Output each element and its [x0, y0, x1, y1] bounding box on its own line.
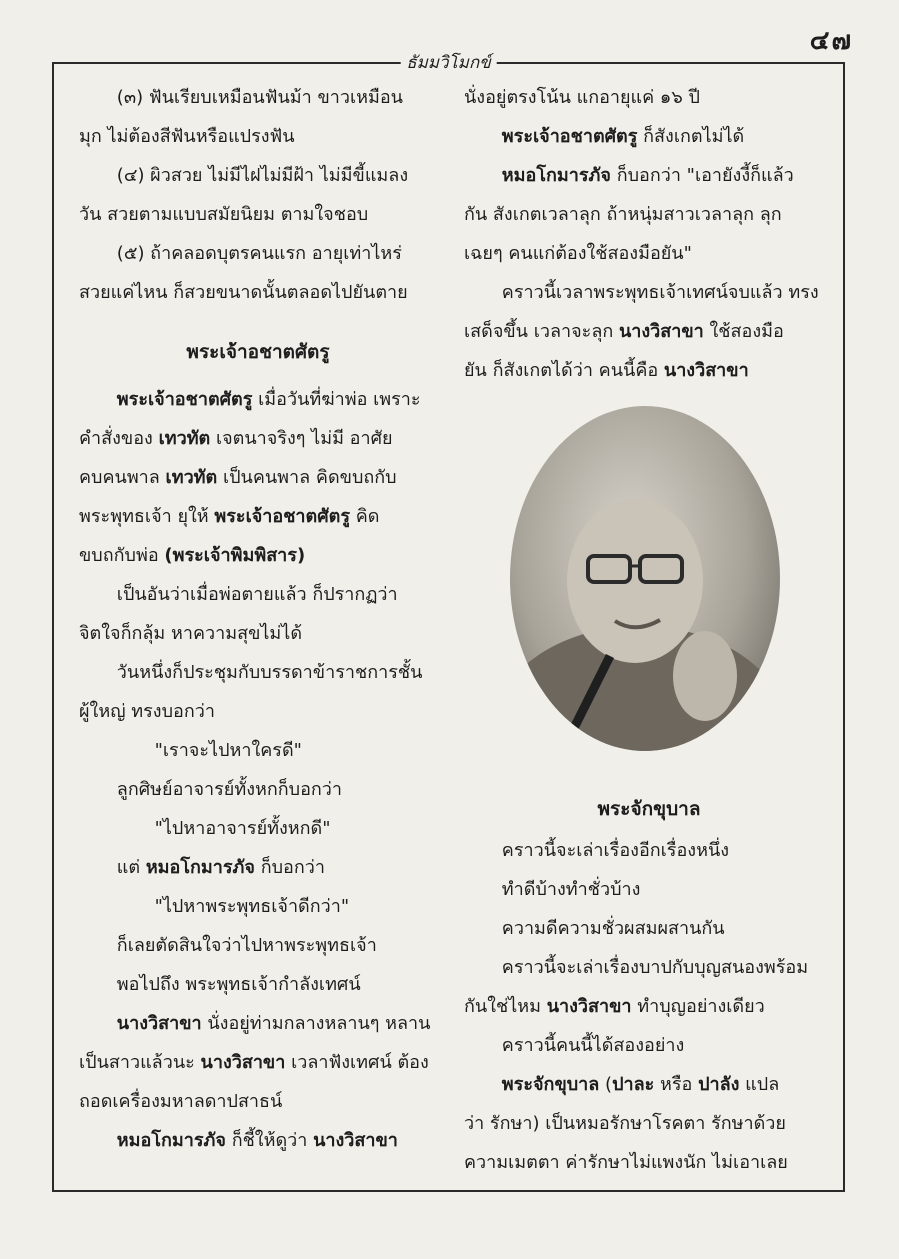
verse-line: ทำดีบ้างทำชั่วบ้าง	[501, 879, 641, 900]
paragraph: ความเมตตา ค่ารักษาไม่แพงนัก ไม่เอาเลย	[464, 1152, 788, 1173]
text-frame	[52, 53, 845, 1192]
monk-portrait-photo	[510, 406, 780, 751]
monk-portrait-image	[510, 406, 780, 751]
bold-name: นางวิสาขา	[200, 1052, 286, 1073]
paragraph: สวยแค่ไหน ก็สวยขนาดนั้นตลอดไปยันตาย	[79, 282, 408, 303]
paragraph: คราวนี้เวลาพระพุทธเจ้าเทศน์จบแล้ว ทรง	[501, 282, 819, 303]
bold-name: หมอโกมารภัจ	[116, 1130, 226, 1151]
bold-name: นางวิสาขา	[116, 1013, 202, 1034]
bold-name: นางวิสาขา	[618, 321, 704, 342]
right-column-bottom	[464, 790, 834, 1182]
paragraph: พระเจ้าอชาตศัตรู เมื่อวันที่ฆ่าพ่อ เพราะ	[116, 389, 421, 410]
verse-line: คราวนี้จะเล่าเรื่องอีกเรื่องหนึ่ง	[501, 840, 730, 861]
bold-name: นางวิสาขา	[313, 1130, 398, 1151]
quote: "ไปหาอาจารย์ทั้งหกดี"	[154, 818, 331, 839]
paragraph: คบคนพาล เทวทัต เป็นคนพาล คิดขบถกับ	[79, 467, 397, 488]
bold-name: นางวิสาขา	[663, 360, 749, 381]
paragraph: ถอดเครื่องมหาลดาปสาธน์	[79, 1091, 283, 1112]
paragraph: เป็นอันว่าเมื่อพ่อตายแล้ว ก็ปรากฏว่า	[116, 584, 398, 605]
paragraph: มุก ไม่ต้องสีฟันหรือแปรงฟัน	[79, 126, 295, 147]
paragraph: จิตใจก็กลุ้ม หาความสุขไม่ได้	[79, 623, 303, 644]
bold-name: หมอโกมารภัจ	[145, 857, 255, 878]
paragraph: (๕) ถ้าคลอดบุตรคนแรก อายุเท่าไหร่	[116, 243, 402, 264]
bold-name: เทวทัต	[165, 467, 218, 488]
bold-name: พระเจ้าอชาตศัตรู	[116, 389, 253, 410]
paragraph: พระพุทธเจ้า ยุให้ พระเจ้าอชาตศัตรู คิด	[79, 506, 380, 527]
right-column-top	[464, 78, 834, 390]
paragraph: พอไปถึง พระพุทธเจ้ากำลังเทศน์	[116, 974, 361, 995]
running-title: ธัมมวิโมกข์	[400, 49, 497, 76]
paragraph: เสด็จขึ้น เวลาจะลุก นางวิสาขา ใช้สองมือ	[464, 321, 784, 342]
quote: "เราจะไปหาใครดี"	[154, 740, 302, 761]
paragraph: นั่งอยู่ตรงโน้น แกอายุแค่ ๑๖ ปี	[464, 87, 700, 108]
paragraph: (๓) ฟันเรียบเหมือนฟันม้า ขาวเหมือน	[116, 87, 403, 108]
bold-name: พระจักขุบาล	[501, 1074, 600, 1095]
paragraph: กันใช่ไหม นางวิสาขา ทำบุญอย่างเดียว	[464, 996, 765, 1017]
paragraph: กัน สังเกตเวลาลุก ถ้าหนุ่มสาวเวลาลุก ลุก	[464, 204, 782, 225]
bold-name: นางวิสาขา	[546, 996, 632, 1017]
paragraph: วันหนึ่งก็ประชุมกับบรรดาข้าราชการชั้น	[116, 662, 423, 683]
bold-name: หมอโกมารภัจ	[501, 165, 611, 186]
left-column	[79, 78, 437, 1160]
paragraph: พระจักขุบาล (ปาละ หรือ ปาลัง แปล	[501, 1074, 780, 1095]
paragraph: ลูกศิษย์อาจารย์ทั้งหกก็บอกว่า	[116, 779, 343, 800]
bold-name: พระเจ้าอชาตศัตรู	[501, 126, 638, 147]
bold-name: ปาลัง	[698, 1074, 740, 1095]
bold-name: (พระเจ้าพิมพิสาร)	[164, 545, 306, 566]
paragraph: ว่า รักษา) เป็นหมอรักษาโรคตา รักษาด้วย	[464, 1113, 786, 1134]
verse-line: ความดีความชั่วผสมผสานกัน	[501, 918, 725, 939]
quote: "ไปหาพระพุทธเจ้าดีกว่า"	[154, 896, 350, 917]
paragraph: (๔) ผิวสวย ไม่มีไฝไม่มีฝ้า ไม่มีขี้แมลง	[116, 165, 409, 186]
paragraph: วัน สวยตามแบบสมัยนิยม ตามใจชอบ	[79, 204, 369, 225]
section-heading: พระจักขุบาล	[597, 798, 701, 820]
bold-name: ปาละ	[612, 1074, 655, 1095]
bold-name: พระเจ้าอชาตศัตรู	[214, 506, 350, 527]
paragraph: คำสั่งของ เทวทัต เจตนาจริงๆ ไม่มี อาศัย	[79, 428, 393, 449]
bold-name: เทวทัต	[158, 428, 211, 449]
paragraph: เป็นสาวแล้วนะ นางวิสาขา เวลาฟังเทศน์ ต้อง	[79, 1052, 429, 1073]
paragraph: ก็เลยตัดสินใจว่าไปหาพระพุทธเจ้า	[116, 935, 377, 956]
paragraph: ยัน ก็สังเกตได้ว่า คนนี้คือ นางวิสาขา	[464, 360, 749, 381]
paragraph: แต่ หมอโกมารภัจ ก็บอกว่า	[116, 857, 325, 878]
paragraph: ผู้ใหญ่ ทรงบอกว่า	[79, 701, 215, 722]
paragraph: พระเจ้าอชาตศัตรู ก็สังเกตไม่ได้	[501, 126, 745, 147]
paragraph: หมอโกมารภัจ ก็ชี้ให้ดูว่า นางวิสาขา	[116, 1130, 398, 1151]
paragraph: เฉยๆ คนแก่ต้องใช้สองมือยัน"	[464, 243, 692, 264]
paragraph: ขบถกับพ่อ (พระเจ้าพิมพิสาร)	[79, 545, 306, 566]
page-number: ๔๗	[809, 26, 853, 56]
paragraph: คราวนี้จะเล่าเรื่องบาปกับบุญสนองพร้อม	[501, 957, 809, 978]
section-heading: พระเจ้าอชาตศัตรู	[186, 341, 330, 363]
paragraph: หมอโกมารภัจ ก็บอกว่า "เอายังงี้ก็แล้ว	[501, 165, 794, 186]
paragraph: นางวิสาขา นั่งอยู่ท่ามกลางหลานๆ หลาน	[116, 1013, 431, 1034]
paragraph: คราวนี้คนนี้ได้สองอย่าง	[501, 1035, 685, 1056]
